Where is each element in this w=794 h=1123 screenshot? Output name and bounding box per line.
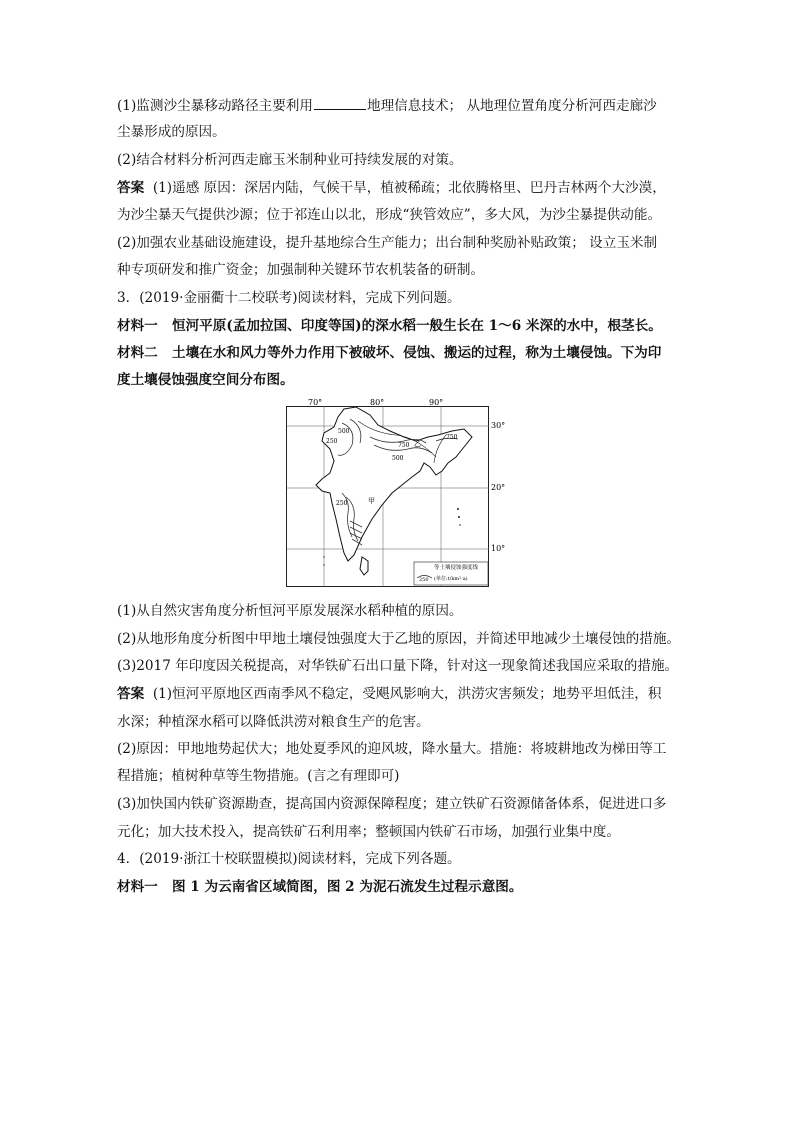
lon-label-80: 80° — [370, 398, 385, 407]
lat-label-20: 20° — [491, 483, 506, 492]
q2-sub1-text-b: 地理信息技术； 从地理位置角度分析河西走廊沙 — [366, 98, 657, 114]
contour-label: 750 — [446, 434, 458, 441]
lon-label-90: 90° — [429, 398, 444, 407]
q3-answer-line4: 程措施；植树种草等生物措施。(言之有理即可) — [117, 768, 400, 784]
q2-sub2: (2)结合材料分析河西走廊玉米制种业可持续发展的对策。 — [117, 152, 463, 168]
q3-answer-line3: (2)原因：甲地地势起伏大；地处夏季风的迎风坡，降水量大。措施：将坡耕地改为梯田等工 — [117, 741, 667, 757]
q2-answer-line1 — [117, 179, 666, 197]
q3-answer-line1 — [117, 685, 661, 703]
q3-sub1: (1)从自然灾害角度分析恒河平原发展深水稻种植的原因。 — [117, 603, 463, 619]
q3-material1 — [117, 317, 662, 335]
q2-answer-line4: 种专项研发和推广资金；加强制种关键环节农机装备的研制。 — [117, 262, 485, 278]
contour-label: 500 — [338, 428, 350, 435]
contour-label: 250 — [336, 500, 348, 507]
q2-sub1-line1 — [117, 96, 657, 115]
answer-label: 答案 — [117, 686, 145, 702]
q2-answer-line2: 为沙尘暴天气提供沙源；位于祁连山以北，形成“狭管效应”，多大风，为沙尘暴提供动能。 — [117, 207, 662, 223]
q3-answer-line6: 元化；加大技术投入，提高铁矿石利用率；整顿国内铁矿石市场，加强行业集中度。 — [117, 824, 620, 840]
point-yi-label: 乙 — [414, 440, 421, 448]
lat-label-30: 30° — [491, 421, 506, 430]
q3-material2-line2: 度土壤侵蚀强度空间分布图。 — [117, 372, 294, 388]
contour-label: 250 — [326, 438, 338, 445]
contour-label: 750 — [398, 442, 410, 449]
material1-text: 恒河平原(孟加拉国、印度等国)的深水稻一般生长在 1～6 米深的水中，根茎长。 — [171, 318, 662, 334]
q3-sub3: (3)2017 年印度因关税提高，对华铁矿石出口量下降，针对这一现象简述我国应采取的措施。 — [117, 658, 679, 674]
q4-heading: 4．(2019·浙江十校联盟模拟)阅读材料，完成下列各题。 — [117, 851, 461, 867]
legend-unit: (单位:t/km²·a) — [434, 576, 468, 582]
q3-answer-line2: 水深；种植深水稻可以降低洪涝对粮食生产的危害。 — [117, 714, 430, 730]
material2-text-a: 土壤在水和风力等外力作用下被破坏、侵蚀、搬运的过程，称为土壤侵蚀。下为印 — [171, 345, 662, 361]
fill-blank[interactable] — [314, 96, 366, 110]
q2-sub1-text-a: (1)监测沙尘暴移动路径主要利用 — [117, 98, 313, 114]
q4-material1-label: 材料一 — [117, 879, 158, 895]
legend-value: 250 — [419, 577, 429, 583]
q3-answer-line5: (3)加快国内铁矿资源勘查，提高国内资源保障程度；建立铁矿石资源储备体系，促进进口多 — [117, 796, 667, 812]
material1-label: 材料一 — [117, 318, 158, 334]
lat-label-10: 10° — [491, 544, 506, 553]
answer-label: 答案 — [117, 180, 145, 196]
q3-sub2: (2)从地形角度分析图中甲地土壤侵蚀强度大于乙地的原因，并简述甲地减少土壤侵蚀的措施。 — [117, 631, 681, 647]
q4-material1 — [117, 878, 523, 896]
q2-answer1-a: (1)遥感 原因：深居内陆，气候干旱，植被稀疏；北依腾格里、巴丹吉林两个大沙漠， — [152, 180, 666, 196]
q3-material2-line1 — [117, 344, 661, 362]
q3-heading: 3．(2019·金丽衢十二校联考)阅读材料，完成下列问题。 — [117, 290, 461, 306]
q3-answer1-a: (1)恒河平原地区西南季风不稳定，受飓风影响大，洪涝灾害频发；地势平坦低洼，积 — [152, 686, 662, 702]
q2-sub1-line2: 尘暴形成的原因。 — [117, 124, 226, 140]
contour-label: 500 — [392, 455, 404, 462]
point-jia-label: 甲 — [368, 497, 375, 505]
legend-title: 等土壤侵蚀强度线 — [434, 565, 479, 571]
lon-label-70: 70° — [308, 398, 323, 407]
material2-label: 材料二 — [117, 345, 158, 361]
q2-answer-line3: (2)加强农业基础设施建设，提升基地综合生产能力；出台制种奖励补贴政策； 设立玉米制 — [117, 235, 658, 251]
q4-material1-text: 图 1 为云南省区域简图，图 2 为泥石流发生过程示意图。 — [171, 879, 523, 895]
india-soil-erosion-map — [286, 397, 512, 588]
